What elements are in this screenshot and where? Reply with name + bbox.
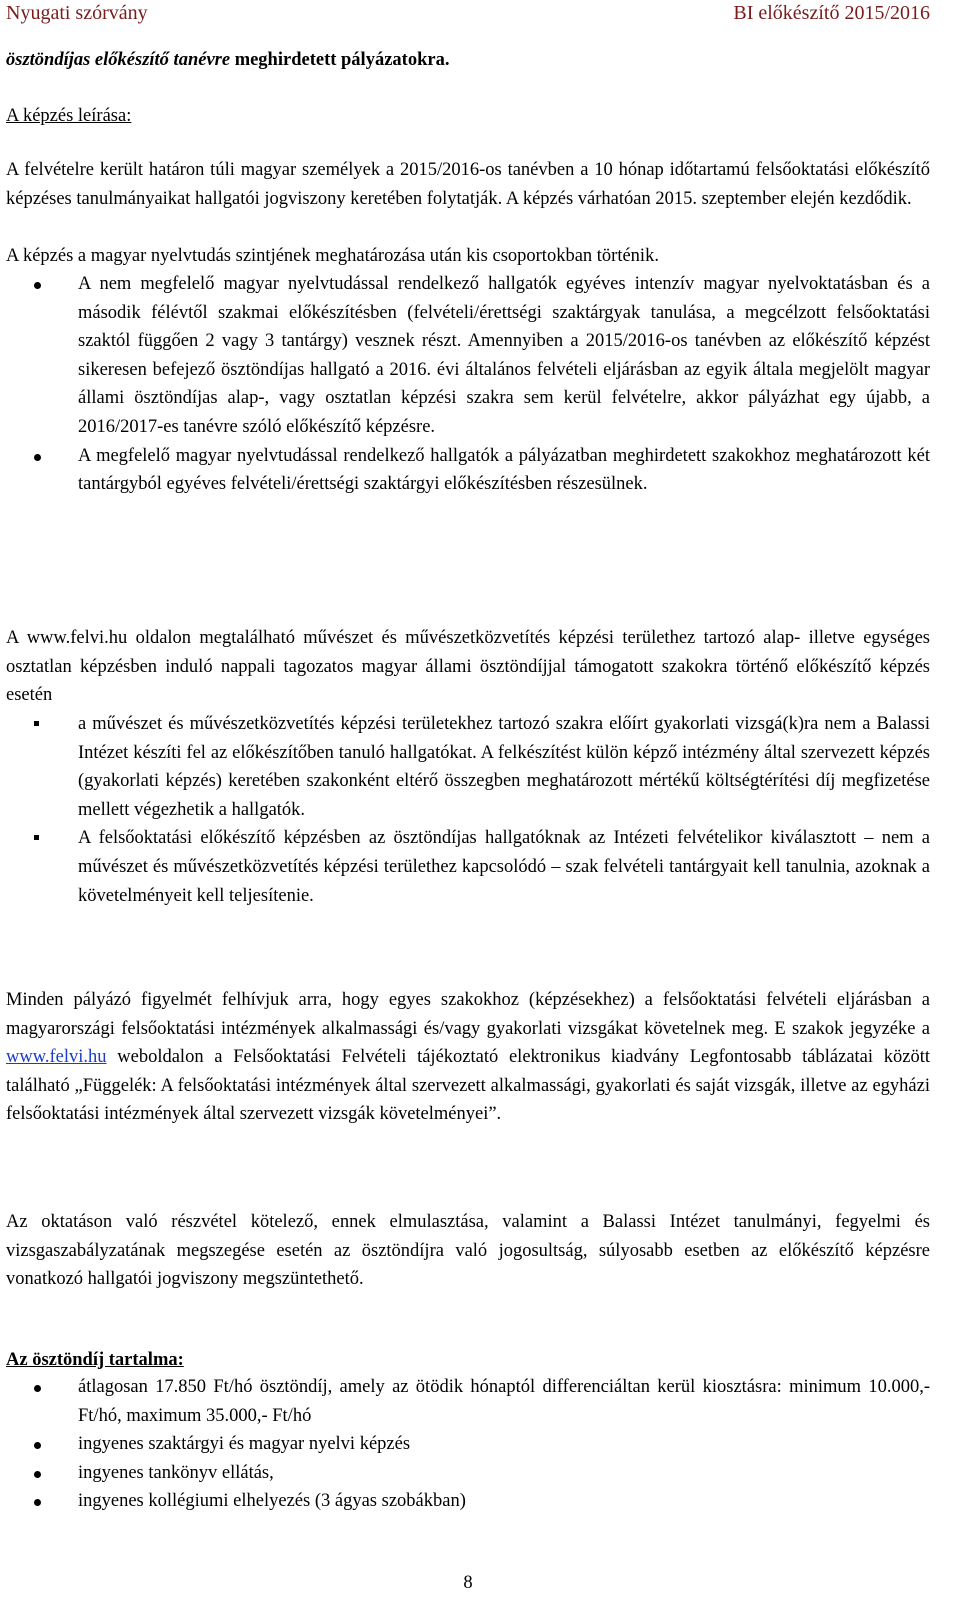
list-item bbox=[6, 270, 930, 442]
list-item bbox=[6, 1373, 930, 1430]
intro-italic: ösztöndíjas előkészítő tanévre bbox=[6, 50, 231, 70]
oktatas-paragraph: Az oktatáson való részvétel kötelező, ennek elmulasztása, valamint a Balassi Intézet tanulmányi, fegyelmi és vizsgaszabályzatának megszegése esetén az ösztöndíjra való jogosultság, súlyosabb esetben az előkészítő képzésre vonatkozó hallgatói jogviszony megszüntethető. bbox=[6, 1212, 930, 1290]
list-item-text: A megfelelő magyar nyelvtudással rendelkező hallgatók a pályázatban meghirdetett szakokhoz meghatározott két tantárgyból egyéves felvételi/érettségi szaktárgyi előkészítésben részesülnek. bbox=[78, 445, 930, 495]
osztondij-bullet-list bbox=[6, 1373, 930, 1516]
intro-line bbox=[6, 46, 930, 75]
minden-text-after: weboldalon a Felsőoktatási Felvételi tájékoztató elektronikus kiadvány Legfontosabb táblázatai között található „Függelék: A felsőoktatási intézmények által szervezett alkalmassági, gyakorlati és saját vizsgák, illetve az egyházi felsőoktatási intézmények által szervezett vizsgák követelményei”. bbox=[6, 1047, 930, 1125]
list-item-text: A nem megfelelő magyar nyelvtudással rendelkező hallgatók egyéves intenzív magyar nyelvoktatásban és a második félévtől szakmai előkészítésben (felvételi/érettségi szaktárgyak tanulása, a megcélzott felsőoktatási szaktól függően 2 vagy 3 tantárgy) vesznek részt. Amennyiben a 2015/2016-os tanévben az előkészítő képzést sikeresen befejező ösztöndíjas hallgató a 2016. évi általános felvételi eljárásban az egyik általa megjelölt magyar állami ösztöndíjas alap-, vagy osztatlan képzési szakra sem kerül felvételre, akkor pályázhat egy újabb, a 2016/2017-es tanévre szóló előkészítő képzésre. bbox=[78, 274, 930, 437]
list-item-text: átlagosan 17.850 Ft/hó ösztöndíj, amely az ötödik hónaptól differenciáltan kerül kiosztásra: minimum 10.000,- Ft/hó, maximum 35.000,- Ft/hó bbox=[78, 1377, 930, 1426]
minden-paragraph bbox=[6, 986, 930, 1129]
bullet-icon bbox=[34, 1471, 41, 1478]
square-bullet-icon bbox=[34, 835, 39, 840]
list-item-text: ingyenes szaktárgyi és magyar nyelvi képzés bbox=[78, 1434, 411, 1455]
list-item bbox=[6, 442, 930, 499]
list-item bbox=[6, 710, 930, 824]
list-item-text: a művészet és művészetközvetítés képzési területekhez tartozó szakra előírt gyakorlati vizsgá(k)ra nem a Balassi Intézet készíti fel az előkészítőben tanuló hallgatókat. A felkészítést külön képző intézmény által szervezett képzés (gyakorlati képzés) keretében szakonként eltérő összegben meghatározott mértékű költségtérítési díj megfizetése mellett végezhetik a hallgatók. bbox=[78, 714, 930, 820]
intro-bold: meghirdetett pályázatokra. bbox=[230, 50, 450, 70]
list-item-text: ingyenes kollégiumi elhelyezés (3 ágyas szobákban) bbox=[78, 1491, 466, 1512]
felvi-paragraph: A www.felvi.hu oldalon megtalálható művészet és művészetközvetítés képzési területhez tartozó alap- illetve egységes osztatlan képzésben induló nappali tagozatos magyar állami ösztöndíjjal támogatott szakokra történő előkészítő képzés esetén bbox=[6, 628, 930, 706]
header-left: Nyugati szórvány bbox=[6, 2, 148, 24]
bullet-icon bbox=[34, 1385, 41, 1392]
square-bullet-icon bbox=[34, 721, 39, 726]
list-item bbox=[6, 824, 930, 910]
section-heading-osztondij: Az ösztöndíj tartalma: bbox=[6, 1350, 184, 1370]
felvi-link[interactable]: www.felvi.hu bbox=[6, 1047, 107, 1068]
kepzes-paragraph-1: A felvételre került határon túli magyar személyek a 2015/2016-os tanévben a 10 hónap időtartamú felsőoktatási előkészítő képzéses tanulmányaikat hallgatói jogviszony keretében folytatják. A képzés várhatóan 2015. szeptember elején kezdődik. bbox=[6, 160, 930, 209]
bullet-icon bbox=[34, 282, 41, 289]
list-item bbox=[6, 1459, 930, 1488]
section-heading-kepzes: A képzés leírása: bbox=[6, 106, 132, 126]
page-number: 8 bbox=[463, 1573, 473, 1593]
kepzes-bullet-list bbox=[6, 270, 930, 499]
bullet-icon bbox=[34, 1499, 41, 1506]
minden-text-before: Minden pályázó figyelmét felhívjuk arra, hogy egyes szakokhoz (képzésekhez) a felsőoktatási felvételi eljárásban a magyarországi felsőoktatási intézmények alkalmassági és/vagy gyakorlati vizsgákat követelnek meg. E szakok jegyzéke a bbox=[6, 990, 930, 1039]
kepzes-paragraph-2: A képzés a magyar nyelvtudás szintjének meghatározása után kis csoportokban történik. bbox=[6, 246, 659, 266]
list-item bbox=[6, 1430, 930, 1459]
bullet-icon bbox=[34, 1442, 41, 1449]
felvi-square-list bbox=[6, 710, 930, 910]
bullet-icon bbox=[34, 454, 41, 461]
list-item bbox=[6, 1487, 930, 1516]
list-item-text: A felsőoktatási előkészítő képzésben az ösztöndíjas hallgatóknak az Intézeti felvételikor kiválasztott – nem a művészet és művészetközvetítés képzési területhez kapcsolódó – szak felvételi tantárgyait kell tanulnia, azoknak a követelményeit kell teljesítenie. bbox=[78, 828, 930, 906]
list-item-text: ingyenes tankönyv ellátás, bbox=[78, 1462, 274, 1483]
header-right: BI előkészítő 2015/2016 bbox=[733, 2, 930, 24]
